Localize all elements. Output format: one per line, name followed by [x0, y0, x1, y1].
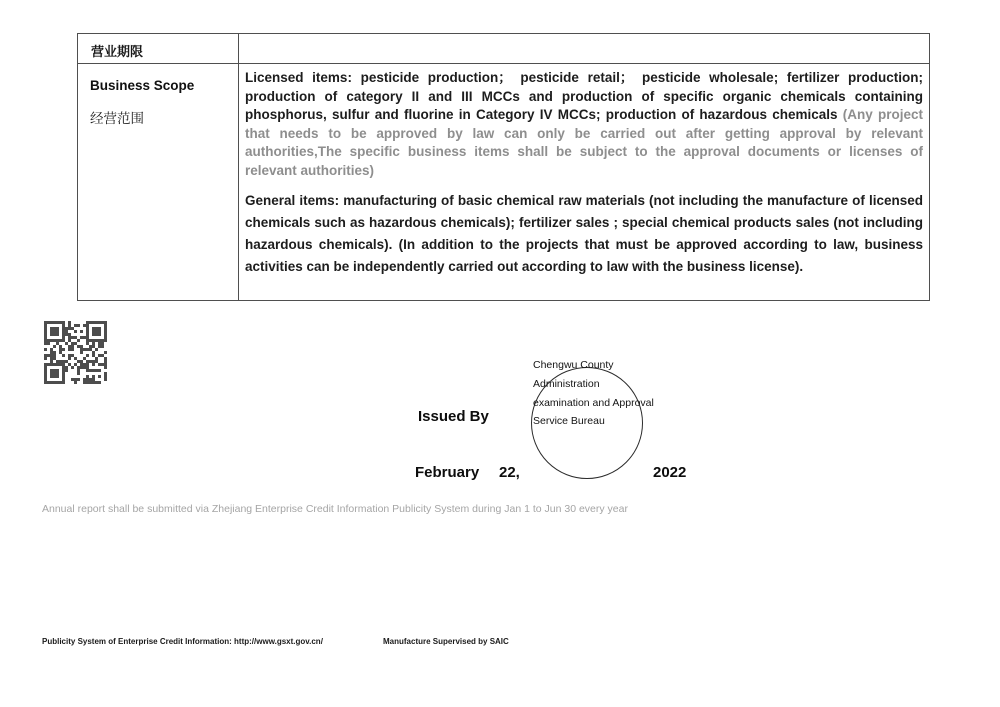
seal-line: Service Bureau [533, 415, 605, 428]
table-row-business-term [78, 34, 930, 64]
issued-by-label: Issued By [418, 408, 489, 425]
business-scope-value-cell [239, 64, 930, 301]
footer-publicity-system: Publicity System of Enterprise Credit Information: http://www.gsxt.gov.cn/ [42, 637, 323, 646]
licensed-items-paragraph [245, 69, 923, 181]
business-scope-text [239, 64, 929, 282]
seal-line: examination and Approval [533, 396, 654, 409]
footer-supervised-by: Manufacture Supervised by SAIC [383, 637, 509, 646]
licensed-items-approval-note: (Any project that needs to be approved by law can only be carried out after getting approval by relevant authorities,The specific business items shall be subject to the approval documents or licenses of relevant authorities) [245, 107, 923, 178]
business-term-label-cell [78, 34, 239, 64]
business-scope-label-en: Business Scope [90, 78, 195, 93]
seal-line: Administration [533, 377, 600, 390]
table-row-business-scope [78, 64, 930, 301]
official-seal-text [533, 356, 654, 431]
issue-date-day: 22, [499, 464, 520, 481]
annual-report-note: Annual report shall be submitted via Zhejiang Enterprise Credit Information Publicity System during Jan 1 to Jun 30 every year [42, 503, 628, 515]
business-term-value-cell [239, 34, 930, 64]
issue-date-month: February [415, 464, 480, 481]
business-license-table [77, 33, 930, 301]
licensed-items-main-text: Licensed items: pesticide production； pesticide retail； pesticide wholesale; fertilizer production; production of category II and III MCCs and production of specific organic chemicals containing phosphorus, sulfur and fluorine in Category IV MCCs; production of hazardous chemicals [245, 70, 923, 123]
business-scope-label-zh: 经营范围 [90, 111, 144, 126]
qr-code [44, 321, 107, 384]
general-items-paragraph: General items: manufacturing of basic chemical raw materials (not including the manufacture of licensed chemicals such as hazardous chemicals); fertilizer sales ; special chemical products sales (not including hazardous chemicals). (In addition to the projects that must be approved according to law, business activities can be independently carried out according to law with the business license). [245, 192, 923, 274]
seal-line: Chengwu County [533, 359, 614, 371]
business-scope-label-cell [78, 64, 239, 301]
issue-date-year: 2022 [653, 464, 687, 481]
business-term-label: 营业期限 [91, 44, 144, 59]
